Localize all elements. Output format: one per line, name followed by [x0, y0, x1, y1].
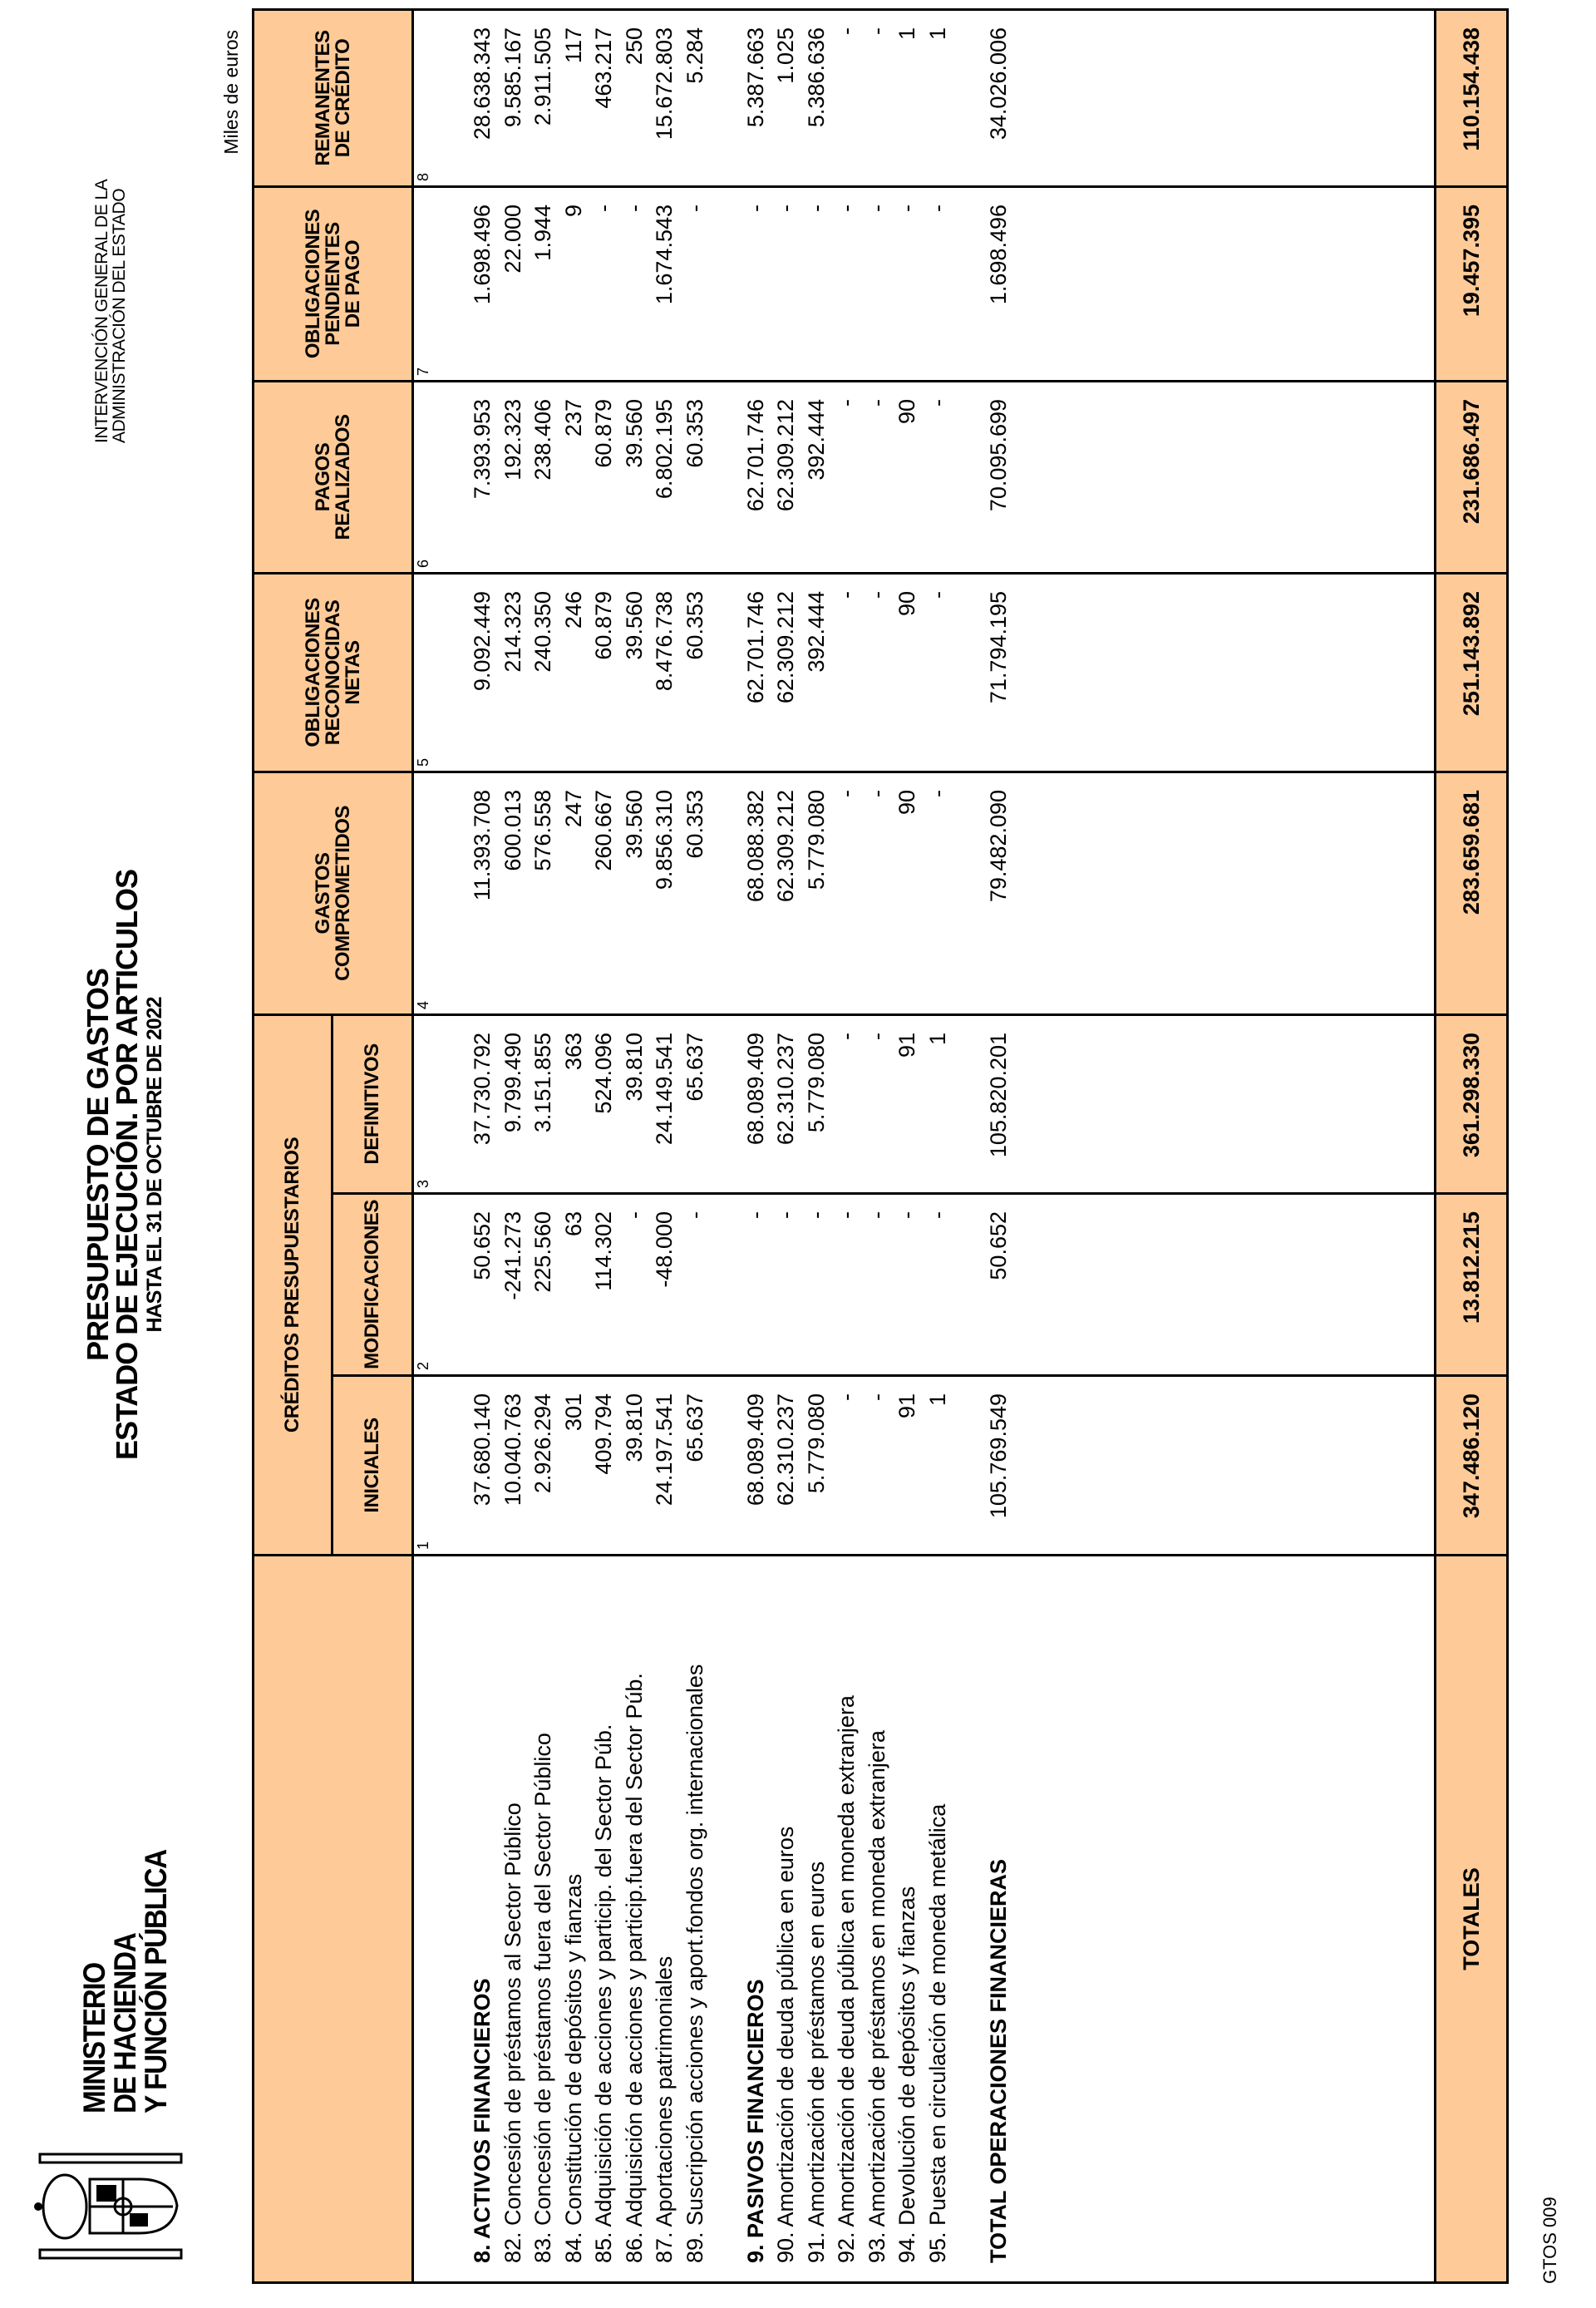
coat-of-arms-logo — [32, 2138, 190, 2275]
cell-value: 225.560 — [530, 1211, 555, 1293]
cell-value: 60.353 — [682, 591, 707, 660]
cell-value: 5.284 — [682, 27, 707, 84]
blank-row — [710, 773, 741, 1013]
cell-value: 463.217 — [591, 27, 616, 109]
cell-value: 90 — [894, 591, 919, 617]
cell-value: 7.393.953 — [470, 399, 495, 500]
row-label: 90. Amortización de deuda pública en euros — [773, 1826, 798, 2263]
value-column — [414, 188, 1434, 380]
cell-value: - — [834, 399, 859, 407]
cell-value: 37.730.792 — [470, 1033, 495, 1146]
cell-value: 68.089.409 — [742, 1033, 768, 1146]
cell-value: 60.353 — [682, 399, 707, 468]
value-column — [414, 575, 1434, 771]
cell-value: 117 — [560, 27, 586, 64]
cell-value: 1.698.496 — [470, 205, 495, 305]
cell-value: 62.701.746 — [742, 591, 768, 704]
totals-value: 13.812.215 — [1436, 1195, 1506, 1374]
cell-value: 39.560 — [621, 790, 647, 859]
column-number: 1 — [415, 1541, 431, 1550]
cell-value: 39.810 — [621, 1393, 647, 1462]
cell-value: 2.926.294 — [530, 1393, 555, 1494]
cell-value: - — [591, 205, 616, 212]
cell-value: - — [621, 1211, 647, 1219]
column-header: OBLIGACIONES PENDIENTES DE PAGO — [254, 188, 411, 380]
cell-value: 576.558 — [530, 790, 555, 871]
value-column — [414, 1377, 1434, 1554]
cell-value: - — [742, 205, 768, 212]
cell-value: - — [682, 205, 707, 212]
cell-value: 5.387.663 — [742, 27, 768, 128]
cell-value: 90 — [894, 399, 919, 425]
report-title-block — [83, 770, 168, 1560]
blank-row — [710, 1556, 741, 2281]
blank-row — [953, 11, 983, 185]
cell-value: - — [803, 205, 829, 212]
cell-value: 260.667 — [591, 790, 616, 871]
cell-value: - — [834, 790, 859, 797]
form-code: GTOS 009 — [1539, 2197, 1560, 2284]
cell-value: - — [864, 1033, 889, 1040]
cell-value: 1.674.543 — [652, 205, 677, 305]
cell-value: 1 — [924, 27, 950, 41]
cell-value: - — [894, 1211, 919, 1219]
cell-value: - — [924, 591, 950, 599]
value-list — [467, 188, 1013, 380]
budget-table — [252, 8, 1509, 2284]
report-title: PRESUPUESTO DE GASTOS — [81, 969, 115, 1361]
cell-value: - — [834, 205, 859, 212]
blank-row — [953, 382, 983, 572]
value-list — [467, 1016, 1013, 1192]
cell-value: 11.393.708 — [470, 790, 495, 901]
cell-value: 65.637 — [682, 1033, 707, 1102]
cell-value: 50.652 — [470, 1211, 495, 1280]
blank-row — [953, 1556, 983, 2281]
cell-value: 60.879 — [591, 399, 616, 468]
cell-value: - — [682, 1211, 707, 1219]
cell-value: 392.444 — [803, 591, 829, 673]
value-column — [414, 1195, 1434, 1374]
cell-value: 71.794.195 — [985, 591, 1011, 704]
cell-value: 70.095.699 — [985, 399, 1011, 512]
cell-value: 62.309.212 — [773, 591, 798, 704]
cell-value: 5.779.080 — [803, 1393, 829, 1494]
cell-value: 2.911.505 — [530, 27, 555, 126]
cell-value: 5.779.080 — [803, 790, 829, 890]
cell-value: 114.302 — [591, 1211, 616, 1291]
column-number: 8 — [415, 172, 431, 181]
cell-value: 105.820.201 — [985, 1033, 1011, 1158]
concept-list — [467, 1556, 1013, 2281]
totals-value: 347.486.120 — [1436, 1377, 1506, 1554]
cell-value: 3.151.855 — [530, 1033, 555, 1133]
column-header: OBLIGACIONES RECONOCIDAS NETAS — [254, 575, 411, 771]
cell-value: -241.273 — [500, 1211, 525, 1300]
cell-value: 24.197.541 — [652, 1393, 677, 1507]
row-label: 87. Aportaciones patrimoniales — [652, 1955, 677, 2263]
row-label: 89. Suscripción acciones y aport.fondos org. internacionales — [682, 1664, 707, 2263]
cell-value: 363 — [560, 1033, 586, 1071]
row-label: 9. PASIVOS FINANCIEROS — [742, 1979, 768, 2263]
value-column — [414, 773, 1434, 1013]
cell-value: - — [864, 1211, 889, 1219]
value-column — [414, 1016, 1434, 1192]
blank-row — [953, 575, 983, 771]
row-label: 85. Adquisición de acciones y particip. del Sector Púb. — [591, 1724, 616, 2263]
cell-value: - — [864, 205, 889, 212]
concept-header — [254, 1556, 411, 2281]
cell-value: 62.309.212 — [773, 790, 798, 903]
cell-value: - — [803, 1211, 829, 1219]
row-label: 93. Amortización de préstamos en moneda extranjera — [864, 1730, 889, 2263]
cell-value: 65.637 — [682, 1393, 707, 1462]
cell-value: 28.638.343 — [470, 27, 495, 141]
cell-value: 240.350 — [530, 591, 555, 673]
cell-value: 8.476.738 — [652, 591, 677, 692]
cell-value: 6.802.195 — [652, 399, 677, 500]
cell-value: 15.672.803 — [652, 27, 677, 141]
value-list — [467, 1377, 1013, 1554]
blank-row — [710, 1377, 741, 1554]
cell-value: - — [834, 1033, 859, 1040]
cell-value: - — [773, 1211, 798, 1219]
cell-value: 192.323 — [500, 399, 525, 481]
cell-value: 10.040.763 — [500, 1393, 525, 1507]
cell-value: - — [864, 399, 889, 407]
cell-value: 34.026.006 — [985, 27, 1011, 141]
blank-row — [953, 188, 983, 380]
row-label: 91. Amortización de préstamos en euros — [803, 1861, 829, 2263]
row-label: TOTAL OPERACIONES FINANCIERAS — [985, 1858, 1011, 2263]
cell-value: - — [864, 27, 889, 35]
totals-label: TOTALES — [1436, 1556, 1506, 2281]
column-header: INICIALES — [333, 1377, 411, 1554]
cell-value: - — [742, 1211, 768, 1219]
cell-value: - — [864, 1393, 889, 1401]
blank-row — [710, 382, 741, 572]
cell-value: - — [924, 790, 950, 797]
blank-row — [710, 575, 741, 771]
cell-value: 24.149.541 — [652, 1033, 677, 1146]
agency-name — [93, 180, 128, 443]
cell-value: 68.089.409 — [742, 1393, 768, 1507]
cell-value: 63 — [560, 1211, 586, 1237]
cell-value: 238.406 — [530, 399, 555, 481]
cell-value: 62.701.746 — [742, 399, 768, 512]
cell-value: 22.000 — [500, 205, 525, 274]
blank-row — [953, 1195, 983, 1374]
column-header: PAGOS REALIZADOS — [254, 382, 411, 572]
units-label: Miles de euros — [220, 30, 242, 155]
cell-value: - — [924, 205, 950, 212]
agency-line: INTERVENCIÓN GENERAL DE LA — [92, 179, 111, 443]
ministry-line: Y FUNCIÓN PÚBLICA — [139, 1850, 173, 2113]
value-column — [414, 11, 1434, 185]
cell-value: 524.096 — [591, 1033, 616, 1114]
row-label: 82. Concesión de préstamos al Sector Público — [500, 1803, 525, 2263]
cell-value: 9.585.167 — [500, 27, 525, 128]
cell-value: 39.810 — [621, 1033, 647, 1102]
column-header: REMANENTES DE CRÉDITO — [254, 11, 411, 185]
row-label: 84. Constitución de depósitos y fianzas — [560, 1873, 586, 2263]
cell-value: 9.799.490 — [500, 1033, 525, 1133]
agency-line: ADMINISTRACIÓN DEL ESTADO — [110, 188, 129, 443]
cell-value: 247 — [560, 790, 586, 828]
cell-value: 1.025 — [773, 27, 798, 84]
cell-value: 392.444 — [803, 399, 829, 481]
cell-value: 50.652 — [985, 1211, 1011, 1280]
row-label: 8. ACTIVOS FINANCIEROS — [470, 1978, 495, 2263]
value-list — [467, 773, 1013, 1013]
blank-row — [953, 773, 983, 1013]
report-period: HASTA EL 31 DE OCTUBRE DE 2022 — [143, 997, 166, 1333]
cell-value: 60.353 — [682, 790, 707, 859]
cell-value: 1.698.496 — [985, 205, 1011, 305]
blank-row — [953, 1016, 983, 1192]
column-header: DEFINITIVOS — [333, 1016, 411, 1192]
cell-value: 62.309.212 — [773, 399, 798, 512]
cell-value: 1 — [924, 1393, 950, 1407]
column-number: 3 — [415, 1179, 431, 1188]
value-list — [467, 1195, 1013, 1374]
blank-row — [710, 1195, 741, 1374]
cell-value: 105.769.549 — [985, 1393, 1011, 1519]
column-number: 7 — [415, 367, 431, 376]
cell-value: - — [864, 591, 889, 599]
totals-value: 19.457.395 — [1436, 188, 1506, 380]
ministry-line: DE HACIENDA — [108, 1933, 142, 2113]
cell-value: -48.000 — [652, 1211, 677, 1288]
cell-value: 9.856.310 — [652, 790, 677, 890]
cell-value: - — [834, 27, 859, 35]
cell-value: 5.779.080 — [803, 1033, 829, 1133]
cell-value: 39.560 — [621, 591, 647, 660]
cell-value: - — [773, 205, 798, 212]
column-number: 5 — [415, 757, 431, 767]
cell-value: 214.323 — [500, 591, 525, 673]
value-column — [414, 382, 1434, 572]
cell-value: 79.482.090 — [985, 790, 1011, 903]
cell-value: 1 — [894, 27, 919, 41]
column-header: MODIFICACIONES — [333, 1195, 411, 1374]
cell-value: 409.794 — [591, 1393, 616, 1475]
cell-value: 237 — [560, 399, 586, 437]
cell-value: 62.310.237 — [773, 1393, 798, 1507]
cell-value: 5.386.636 — [803, 27, 829, 128]
cell-value: 90 — [894, 790, 919, 816]
cell-value: - — [924, 399, 950, 407]
blank-row — [710, 1016, 741, 1192]
cell-value: 62.310.237 — [773, 1033, 798, 1146]
cell-value: 37.680.140 — [470, 1393, 495, 1507]
column-number: 6 — [415, 559, 431, 568]
report-subtitle: ESTADO DE EJECUCIÓN. POR ARTICULOS — [110, 869, 144, 1461]
row-label: 92. Amortización de deuda pública en moneda extranjera — [834, 1695, 859, 2263]
totals-value: 110.154.438 — [1436, 11, 1506, 185]
cell-value: - — [864, 790, 889, 797]
totals-value: 231.686.497 — [1436, 382, 1506, 572]
value-list — [467, 575, 1013, 771]
cell-value: 9 — [560, 205, 586, 218]
cell-value: 301 — [560, 1393, 586, 1432]
cell-value: 1.944 — [530, 205, 555, 261]
row-label: 94. Devolución de depósitos y fianzas — [894, 1886, 919, 2263]
ministry-name — [79, 1850, 171, 2113]
ministry-line: MINISTERIO — [77, 1963, 111, 2113]
cell-value: 91 — [894, 1393, 919, 1419]
totals-value: 283.659.681 — [1436, 773, 1506, 1013]
cell-value: - — [894, 205, 919, 212]
cell-value: 250 — [621, 27, 647, 66]
row-label: 83. Concesión de préstamos fuera del Sector Público — [530, 1733, 555, 2263]
cell-value: - — [621, 205, 647, 212]
cell-value: - — [834, 1211, 859, 1219]
value-list — [467, 382, 1013, 572]
cell-value: 246 — [560, 591, 586, 629]
totals-value: 361.298.330 — [1436, 1016, 1506, 1192]
cell-value: - — [834, 1393, 859, 1401]
cell-value: - — [834, 591, 859, 599]
cell-value: 9.092.449 — [470, 591, 495, 692]
totals-value: 251.143.892 — [1436, 575, 1506, 771]
value-list — [467, 11, 1013, 185]
cell-value: 68.088.382 — [742, 790, 768, 903]
cell-value: 60.879 — [591, 591, 616, 660]
group-header-creditos: CRÉDITOS PRESUPUESTARIOS — [254, 1016, 331, 1554]
column-header: GASTOS COMPROMETIDOS — [254, 773, 411, 1013]
row-label: 95. Puesta en circulación de moneda metálica — [924, 1803, 950, 2263]
cell-value: 600.013 — [500, 790, 525, 871]
cell-value: 39.560 — [621, 399, 647, 468]
blank-row — [710, 188, 741, 380]
cell-value: 91 — [894, 1033, 919, 1058]
blank-row — [953, 1377, 983, 1554]
column-number: 2 — [415, 1361, 431, 1370]
column-number: 4 — [415, 1000, 431, 1009]
row-label: 86. Adquisición de acciones y particip.fuera del Sector Púb. — [621, 1673, 647, 2263]
cell-value: 1 — [924, 1033, 950, 1046]
concept-column — [414, 1556, 1434, 2281]
blank-row — [710, 11, 741, 185]
cell-value: - — [924, 1211, 950, 1219]
